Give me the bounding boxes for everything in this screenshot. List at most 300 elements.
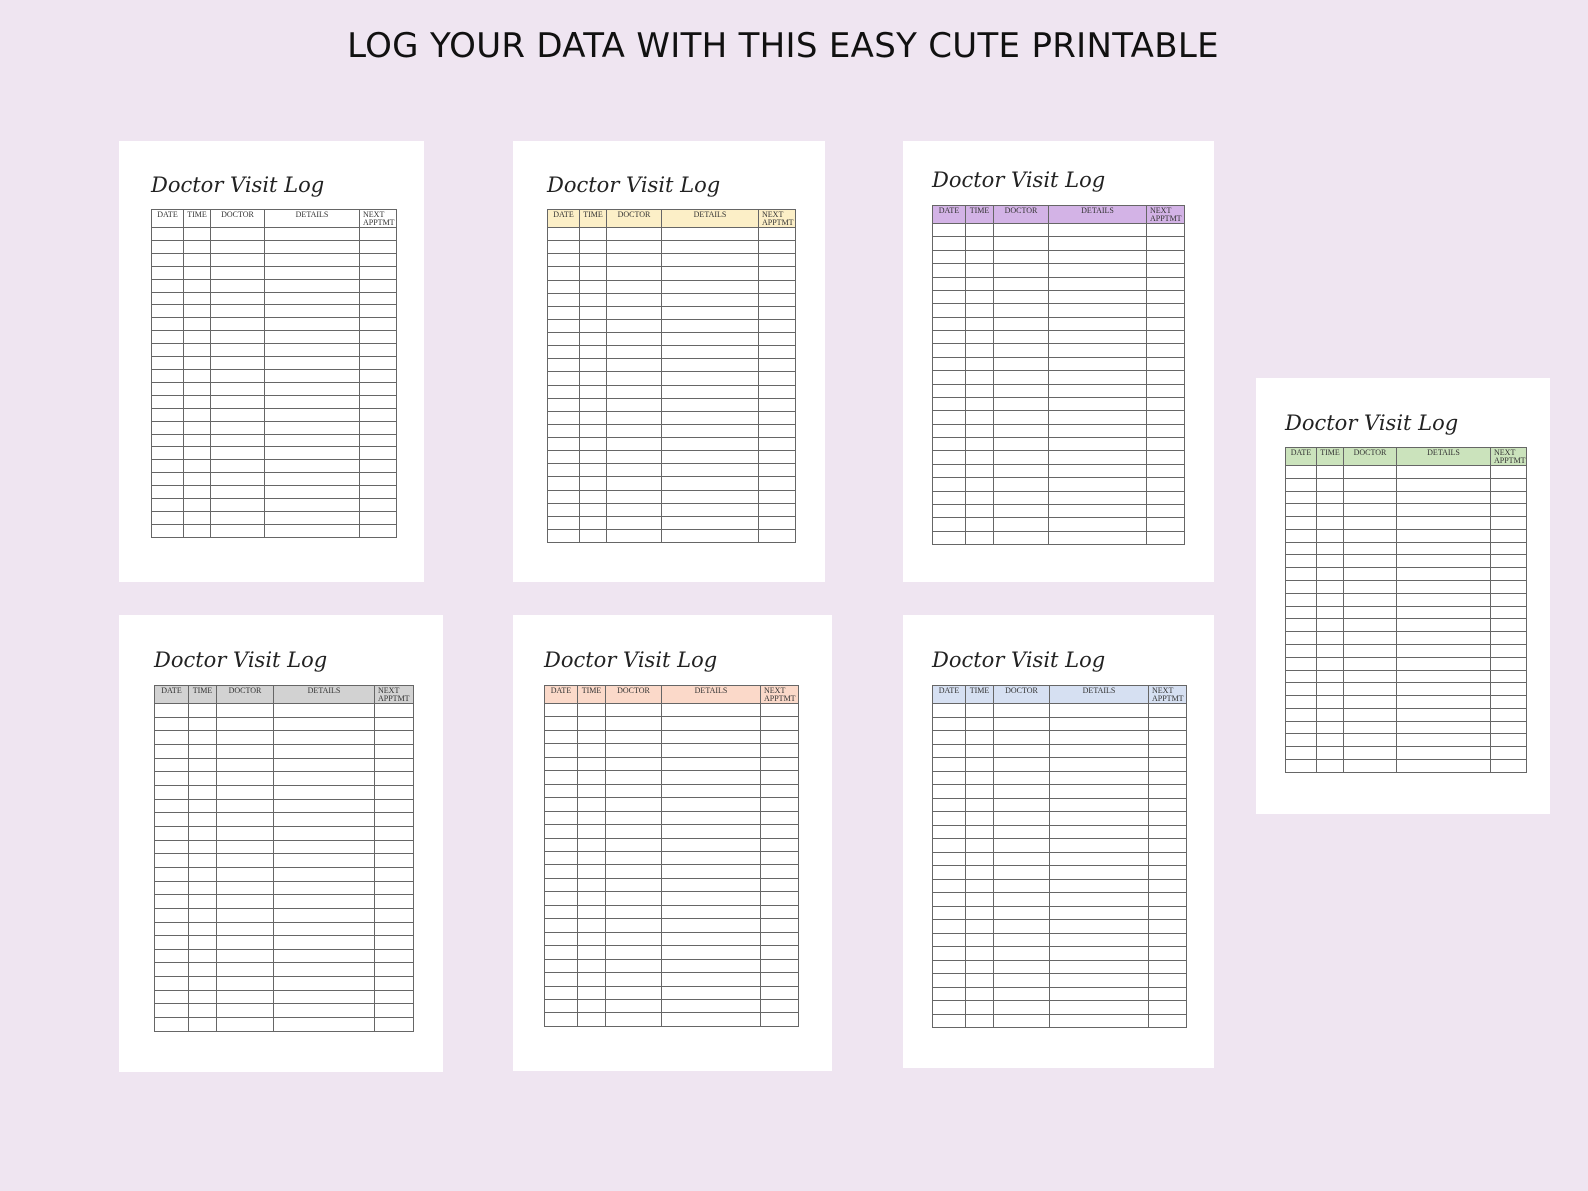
- table-cell: [662, 306, 759, 319]
- table-cell: [966, 744, 994, 758]
- table-cell: [580, 477, 607, 490]
- table-cell: [578, 986, 606, 999]
- table-row: [152, 292, 397, 305]
- table-cell: [1491, 555, 1527, 568]
- table-row: [152, 266, 397, 279]
- table-cell: [606, 919, 662, 932]
- table-cell: [152, 408, 184, 421]
- table-row: [933, 290, 1185, 303]
- table-row: [155, 813, 414, 827]
- table-cell: [966, 933, 994, 947]
- table-row: [155, 717, 414, 731]
- table-row: [545, 892, 799, 905]
- table-row: [155, 826, 414, 840]
- table-cell: [545, 771, 578, 784]
- table-cell: [933, 920, 966, 934]
- table-cell: [1491, 670, 1527, 683]
- table-row: [1286, 593, 1527, 606]
- table-cell: [274, 895, 375, 909]
- table-cell: [1286, 696, 1317, 709]
- table-cell: [211, 331, 265, 344]
- table-cell: [607, 306, 662, 319]
- table-cell: [360, 447, 397, 460]
- table-cell: [966, 798, 994, 812]
- table-cell: [933, 411, 966, 424]
- table-row: [1286, 517, 1527, 530]
- table-cell: [1344, 644, 1397, 657]
- table-cell: [548, 451, 580, 464]
- table-cell: [548, 293, 580, 306]
- table-cell: [1397, 555, 1491, 568]
- table-cell: [189, 758, 217, 772]
- table-cell: [1286, 759, 1317, 772]
- table-cell: [966, 478, 994, 491]
- table-row: [545, 999, 799, 1012]
- table-cell: [545, 784, 578, 797]
- column-header: DOCTOR: [994, 206, 1049, 224]
- table-cell: [1147, 224, 1185, 237]
- table-cell: [580, 503, 607, 516]
- table-cell: [580, 490, 607, 503]
- table-cell: [189, 1018, 217, 1032]
- table-cell: [265, 421, 360, 434]
- column-header: DETAILS: [274, 686, 375, 704]
- table-cell: [1147, 424, 1185, 437]
- table-row: [1286, 644, 1527, 657]
- table-cell: [966, 290, 994, 303]
- table-row: [152, 408, 397, 421]
- table-cell: [548, 228, 580, 241]
- table-row: [1286, 542, 1527, 555]
- table-cell: [1149, 920, 1187, 934]
- table-row: [1286, 670, 1527, 683]
- table-cell: [1344, 504, 1397, 517]
- log-sheet-preview: [903, 141, 1214, 582]
- table-cell: [994, 704, 1050, 718]
- table-cell: [360, 486, 397, 499]
- log-sheet-preview: [1256, 378, 1550, 814]
- table-cell: [580, 280, 607, 293]
- table-cell: [662, 267, 759, 280]
- table-row: [155, 785, 414, 799]
- table-cell: [662, 838, 761, 851]
- table-row: [548, 254, 796, 267]
- table-cell: [761, 704, 799, 717]
- table-cell: [966, 531, 994, 544]
- column-header: TIME: [189, 686, 217, 704]
- table-cell: [1286, 555, 1317, 568]
- column-header: DETAILS: [662, 686, 761, 704]
- table-cell: [548, 241, 580, 254]
- table-cell: [1317, 734, 1344, 747]
- table-cell: [759, 346, 796, 359]
- table-cell: [994, 397, 1049, 410]
- table-cell: [184, 499, 211, 512]
- table-cell: [580, 293, 607, 306]
- table-cell: [1050, 960, 1149, 974]
- table-cell: [578, 892, 606, 905]
- table-cell: [265, 486, 360, 499]
- table-cell: [265, 447, 360, 460]
- table-row: [933, 424, 1185, 437]
- column-header: DATE: [933, 686, 966, 704]
- column-header: DATE: [545, 686, 578, 704]
- table-cell: [265, 240, 360, 253]
- table-cell: [966, 947, 994, 961]
- table-cell: [761, 892, 799, 905]
- column-header: TIME: [580, 210, 607, 228]
- table-cell: [152, 253, 184, 266]
- table-row: [933, 531, 1185, 544]
- table-cell: [994, 357, 1049, 370]
- log-table: [154, 685, 414, 1032]
- table-row: [155, 977, 414, 991]
- table-row: [548, 464, 796, 477]
- table-row: [933, 839, 1187, 853]
- table-cell: [274, 922, 375, 936]
- table-cell: [1491, 606, 1527, 619]
- table-cell: [933, 438, 966, 451]
- table-cell: [1049, 478, 1147, 491]
- table-cell: [606, 730, 662, 743]
- table-row: [933, 491, 1185, 504]
- table-cell: [1344, 721, 1397, 734]
- table-cell: [607, 398, 662, 411]
- table-cell: [994, 438, 1049, 451]
- table-cell: [155, 704, 189, 718]
- table-cell: [1344, 759, 1397, 772]
- table-cell: [1149, 812, 1187, 826]
- table-cell: [759, 477, 796, 490]
- table-cell: [607, 411, 662, 424]
- table-cell: [375, 813, 414, 827]
- table-row: [155, 854, 414, 868]
- sheet-title: Doctor Visit Log: [544, 648, 718, 672]
- table-cell: [1049, 290, 1147, 303]
- table-cell: [548, 359, 580, 372]
- table-cell: [1049, 250, 1147, 263]
- table-cell: [1147, 304, 1185, 317]
- column-header: DOCTOR: [1344, 448, 1397, 466]
- table-row: [545, 717, 799, 730]
- table-cell: [360, 369, 397, 382]
- table-cell: [1317, 478, 1344, 491]
- table-cell: [1050, 974, 1149, 988]
- table-cell: [994, 744, 1050, 758]
- table-cell: [933, 344, 966, 357]
- table-cell: [217, 990, 274, 1004]
- table-row: [545, 757, 799, 770]
- table-cell: [1286, 683, 1317, 696]
- table-row: [933, 866, 1187, 880]
- table-cell: [1050, 852, 1149, 866]
- table-cell: [966, 464, 994, 477]
- table-cell: [1286, 568, 1317, 581]
- column-header: NEXT APPTMT: [360, 210, 397, 228]
- table-cell: [184, 253, 211, 266]
- table-cell: [184, 357, 211, 370]
- table-cell: [994, 758, 1050, 772]
- table-row: [933, 464, 1185, 477]
- table-cell: [184, 266, 211, 279]
- table-row: [152, 331, 397, 344]
- sheet-title: Doctor Visit Log: [547, 173, 721, 197]
- table-row: [1286, 466, 1527, 479]
- table-cell: [761, 825, 799, 838]
- table-cell: [184, 292, 211, 305]
- table-row: [152, 240, 397, 253]
- table-cell: [211, 305, 265, 318]
- table-cell: [662, 973, 761, 986]
- table-cell: [933, 987, 966, 1001]
- table-cell: [578, 946, 606, 959]
- column-header: DETAILS: [662, 210, 759, 228]
- table-cell: [184, 421, 211, 434]
- table-cell: [274, 949, 375, 963]
- table-cell: [662, 411, 759, 424]
- table-cell: [759, 333, 796, 346]
- table-cell: [274, 799, 375, 813]
- table-cell: [994, 947, 1050, 961]
- table-cell: [189, 731, 217, 745]
- table-cell: [152, 382, 184, 395]
- table-row: [933, 397, 1185, 410]
- column-header: DATE: [548, 210, 580, 228]
- table-cell: [189, 881, 217, 895]
- table-cell: [966, 1014, 994, 1028]
- table-cell: [375, 717, 414, 731]
- table-cell: [1147, 264, 1185, 277]
- table-row: [933, 731, 1187, 745]
- table-row: [545, 865, 799, 878]
- table-cell: [662, 717, 761, 730]
- table-cell: [1149, 758, 1187, 772]
- table-cell: [966, 264, 994, 277]
- table-cell: [662, 293, 759, 306]
- table-cell: [211, 382, 265, 395]
- table-row: [545, 811, 799, 824]
- table-row: [152, 447, 397, 460]
- table-row: [152, 305, 397, 318]
- table-cell: [1317, 721, 1344, 734]
- table-cell: [966, 960, 994, 974]
- table-row: [1286, 747, 1527, 760]
- table-cell: [217, 826, 274, 840]
- table-cell: [966, 250, 994, 263]
- table-cell: [607, 333, 662, 346]
- table-cell: [211, 524, 265, 537]
- table-cell: [217, 717, 274, 731]
- table-row: [933, 331, 1185, 344]
- table-cell: [662, 932, 761, 945]
- table-cell: [155, 895, 189, 909]
- table-cell: [1049, 371, 1147, 384]
- table-cell: [966, 411, 994, 424]
- sheet-title: Doctor Visit Log: [151, 173, 325, 197]
- table-cell: [1050, 839, 1149, 853]
- table-cell: [217, 908, 274, 922]
- table-cell: [933, 812, 966, 826]
- table-cell: [1397, 747, 1491, 760]
- table-cell: [761, 878, 799, 891]
- table-cell: [1344, 529, 1397, 542]
- table-cell: [265, 266, 360, 279]
- table-cell: [580, 241, 607, 254]
- table-cell: [933, 331, 966, 344]
- column-header: NEXT APPTMT: [1491, 448, 1527, 466]
- table-cell: [578, 744, 606, 757]
- table-cell: [1049, 344, 1147, 357]
- table-cell: [662, 865, 761, 878]
- table-cell: [545, 757, 578, 770]
- table-cell: [1286, 491, 1317, 504]
- table-cell: [1147, 384, 1185, 397]
- table-row: [933, 371, 1185, 384]
- table-cell: [994, 933, 1050, 947]
- table-cell: [1397, 466, 1491, 479]
- table-cell: [217, 731, 274, 745]
- table-cell: [607, 228, 662, 241]
- table-cell: [217, 744, 274, 758]
- table-cell: [189, 977, 217, 991]
- table-cell: [606, 798, 662, 811]
- table-cell: [155, 990, 189, 1004]
- table-row: [152, 486, 397, 499]
- table-row: [152, 524, 397, 537]
- table-cell: [933, 384, 966, 397]
- table-cell: [548, 267, 580, 280]
- table-cell: [211, 253, 265, 266]
- table-cell: [1050, 933, 1149, 947]
- table-cell: [578, 811, 606, 824]
- table-cell: [189, 990, 217, 1004]
- log-table: [1285, 447, 1527, 773]
- table-cell: [1286, 593, 1317, 606]
- table-cell: [994, 464, 1049, 477]
- table-row: [545, 1013, 799, 1026]
- column-header: NEXT APPTMT: [1147, 206, 1185, 224]
- table-cell: [994, 264, 1049, 277]
- table-cell: [1397, 478, 1491, 491]
- table-cell: [1050, 812, 1149, 826]
- table-cell: [966, 331, 994, 344]
- table-cell: [545, 744, 578, 757]
- table-cell: [274, 936, 375, 950]
- table-cell: [606, 959, 662, 972]
- table-cell: [545, 986, 578, 999]
- table-cell: [662, 730, 761, 743]
- table-cell: [375, 799, 414, 813]
- table-cell: [1344, 555, 1397, 568]
- table-cell: [1049, 317, 1147, 330]
- table-cell: [211, 434, 265, 447]
- table-row: [1286, 708, 1527, 721]
- table-cell: [606, 946, 662, 959]
- table-cell: [759, 254, 796, 267]
- table-cell: [375, 908, 414, 922]
- table-row: [152, 357, 397, 370]
- table-cell: [1050, 825, 1149, 839]
- table-cell: [966, 785, 994, 799]
- table-cell: [217, 922, 274, 936]
- table-cell: [155, 949, 189, 963]
- table-cell: [189, 744, 217, 758]
- column-header: DETAILS: [1049, 206, 1147, 224]
- table-cell: [606, 771, 662, 784]
- table-cell: [662, 438, 759, 451]
- table-cell: [217, 949, 274, 963]
- table-cell: [375, 949, 414, 963]
- table-cell: [759, 306, 796, 319]
- table-cell: [759, 464, 796, 477]
- table-cell: [545, 825, 578, 838]
- table-cell: [375, 977, 414, 991]
- table-cell: [994, 852, 1050, 866]
- table-cell: [578, 999, 606, 1012]
- table-row: [933, 451, 1185, 464]
- table-cell: [761, 730, 799, 743]
- table-cell: [933, 933, 966, 947]
- table-cell: [994, 250, 1049, 263]
- table-row: [152, 382, 397, 395]
- table-cell: [375, 1018, 414, 1032]
- table-cell: [994, 839, 1050, 853]
- table-cell: [189, 813, 217, 827]
- table-cell: [1317, 670, 1344, 683]
- table-row: [933, 1014, 1187, 1028]
- table-cell: [375, 772, 414, 786]
- table-cell: [580, 346, 607, 359]
- table-row: [1286, 491, 1527, 504]
- table-cell: [994, 731, 1050, 745]
- table-row: [155, 881, 414, 895]
- table-cell: [265, 511, 360, 524]
- table-cell: [211, 421, 265, 434]
- table-cell: [607, 293, 662, 306]
- table-cell: [580, 319, 607, 332]
- table-cell: [1491, 644, 1527, 657]
- table-cell: [184, 524, 211, 537]
- table-cell: [994, 344, 1049, 357]
- table-row: [548, 398, 796, 411]
- table-cell: [607, 346, 662, 359]
- table-cell: [545, 1013, 578, 1026]
- table-cell: [1050, 920, 1149, 934]
- table-cell: [184, 408, 211, 421]
- log-table: [932, 205, 1185, 545]
- column-header: TIME: [966, 686, 994, 704]
- table-cell: [1050, 731, 1149, 745]
- table-cell: [662, 878, 761, 891]
- table-cell: [606, 744, 662, 757]
- table-cell: [933, 371, 966, 384]
- table-cell: [966, 906, 994, 920]
- table-cell: [265, 331, 360, 344]
- table-cell: [994, 531, 1049, 544]
- table-row: [933, 304, 1185, 317]
- table-cell: [1050, 987, 1149, 1001]
- table-cell: [933, 879, 966, 893]
- table-cell: [966, 879, 994, 893]
- table-row: [1286, 581, 1527, 594]
- table-row: [155, 744, 414, 758]
- table-cell: [966, 771, 994, 785]
- table-cell: [189, 867, 217, 881]
- table-cell: [994, 424, 1049, 437]
- table-cell: [966, 277, 994, 290]
- table-cell: [184, 511, 211, 524]
- table-cell: [1149, 717, 1187, 731]
